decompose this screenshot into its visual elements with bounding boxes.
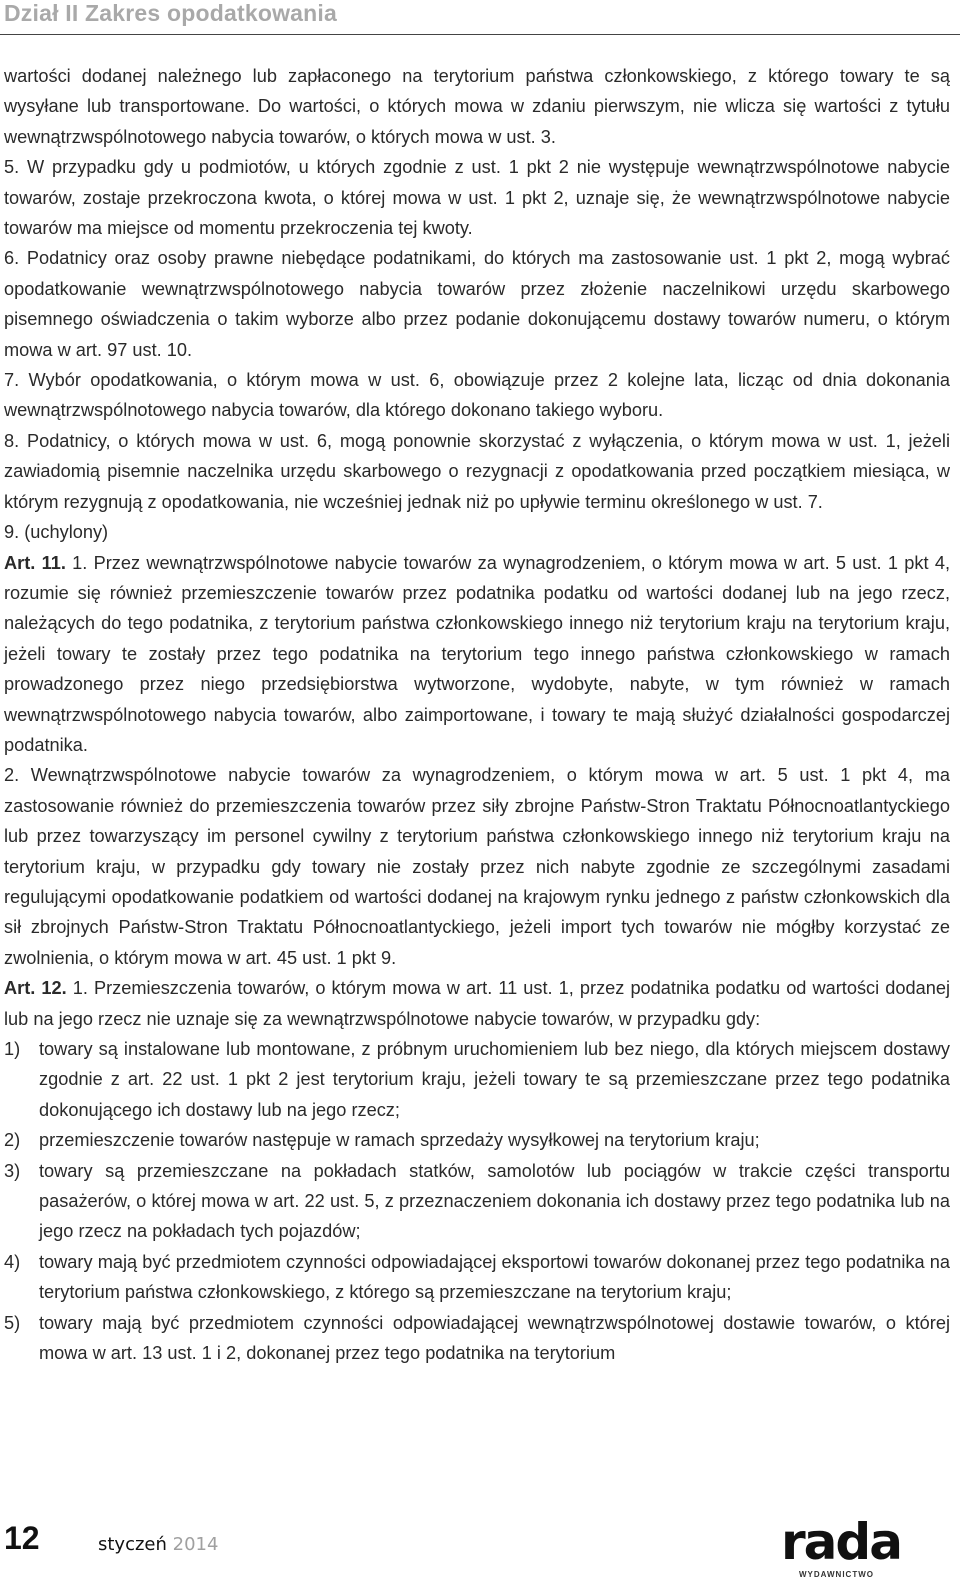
paragraph-ust-7: 7. Wybór opodatkowania, o którym mowa w ust. 6, obowiązuje przez 2 kolejne lata, licząc od dnia dokonania wewnątrzwspólnotowego nabycia towarów, dla którego dokonano takiego wyboru.	[4, 370, 950, 421]
paragraph-ust-6: 6. Podatnicy oraz osoby prawne niebędące podatnikami, do których ma zastosowanie ust. 1 pkt 2, mogą wybrać opodatkowanie wewnątrzwspólnotowego nabycia towarów przez złożenie naczelnikowi urzędu skarbowego pisemnego oświadczenia o takim wyborze albo przez podanie dokonującemu dostawy towarów numeru, o którym mowa w art. 97 ust. 10.	[4, 248, 950, 360]
list-item-number: 4)	[4, 1251, 21, 1272]
issue-year: 2014	[172, 1534, 219, 1555]
article-12-intro-text: 1. Przemieszczenia towarów, o którym mowa w art. 11 ust. 1, przez podatnika podatku od wartości dodanej lub na jego rzecz nie uznaje się za wewnątrzwspólnotowe nabycie towarów, w przypadku gdy:	[4, 978, 950, 1029]
page-footer	[0, 1510, 960, 1589]
list-item-text: towary mają być przedmiotem czynności odpowiadającej wewnątrzwspólnotowej dostawie towarów, o której mowa w art. 13 ust. 1 i 2, dokonanej przez tego podatnika na terytorium	[39, 1312, 950, 1364]
paragraph-ust-9: 9. (uchylony)	[4, 522, 109, 543]
list-item-text: towary są instalowane lub montowane, z próbnym uruchomieniem lub bez niego, dla których miejscem dostawy zgodnie z art. 22 ust. 1 pkt 2 jest terytorium kraju, jeżeli towary te są przemieszczane przez tego podatnika dokonującego ich dostawy lub na jego rzecz;	[39, 1039, 950, 1120]
article-11-ust-2: 2. Wewnątrzwspólnotowe nabycie towarów za wynagrodzeniem, o którym mowa w art. 5 ust. 1 pkt 4, ma zastosowanie również do przemieszczenia towarów przez siły zbrojne Państw-Stron Traktatu Północnoatlantyckiego lub przez towarzyszący im personel cywilny z terytorium państwa członkowskiego innego niż terytorium kraju na terytorium kraju, w przypadku gdy towary nie zostały przez nich nabyte zgodnie ze szczególnymi zasadami regulującymi opodatkowanie podatkiem od wartości dodanej na krajowym rynku jednego z państw członkowskich dla sił zbrojnych Państw-Stron Traktatu Północnoatlantyckiego, jeżeli import tych towarów nie mógłby korzystać ze zwolnienia, o którym mowa w art. 45 ust. 1 pkt 9.	[4, 765, 950, 968]
paragraph-ust-8: 8. Podatnicy, o których mowa w ust. 6, mogą ponownie skorzystać z wyłączenia, o którym mowa w ust. 1, jeżeli zawiadomią pisemnie naczelnika urzędu skarbowego o rezygnacji z opodatkowania przed początkiem miesiąca, w którym rezygnują z opodatkowania, nie wcześniej jednak niż po upływie terminu określonego w ust. 7.	[4, 430, 950, 512]
document-body	[4, 61, 950, 1368]
list-item-number: 3)	[4, 1160, 21, 1181]
list-item	[4, 1125, 950, 1155]
paragraph-continuation: wartości dodanej należnego lub zapłaconego na terytorium państwa członkowskiego, z którego towary te są wysyłane lub transportowane. Do wartości, o których mowa w zdaniu pierwszym, nie wlicza się wartości z tytułu wewnątrzwspólnotowego nabycia towarów, o których mowa w ust. 3.	[4, 66, 950, 147]
section-title: Dział II Zakres opodatkowania	[4, 0, 337, 26]
logo-wordmark: rada	[781, 1513, 901, 1571]
list-item-text: towary są przemieszczane na pokładach statków, samolotów lub pociągów w trakcie części transportu pasażerów, o której mowa w art. 22 ust. 5, z przeznaczeniem dokonania ich dostawy przez tego podatnika lub na jego rzecz na pokładach tych pojazdów;	[39, 1160, 950, 1242]
logo-subtitle: WYDAWNICTWO	[799, 1570, 874, 1579]
page-number: 12	[4, 1520, 40, 1556]
issue-month: styczeń	[98, 1534, 167, 1555]
list-item	[4, 1034, 950, 1125]
list-item-number: 2)	[4, 1130, 21, 1151]
article-12-label: Art. 12.	[4, 978, 67, 999]
issue-date	[98, 1534, 218, 1555]
paragraph-ust-5: 5. W przypadku gdy u podmiotów, u których zgodnie z ust. 1 pkt 2 nie występuje wewnątrzwspólnotowe nabycie towarów, zostaje przekroczona kwota, o której mowa w ust. 1 pkt 2, uznaje się, że wewnątrzwspólnotowe nabycie towarów ma miejsce od momentu przekroczenia tej kwoty.	[4, 157, 950, 239]
page-header	[0, 0, 960, 40]
list-item-number: 5)	[4, 1312, 21, 1333]
article-11-label: Art. 11.	[4, 552, 66, 573]
publisher-logo	[781, 1513, 901, 1584]
list-item	[4, 1308, 950, 1369]
list-item-text: towary mają być przedmiotem czynności odpowiadającej eksportowi towarów dokonanej przez tego podatnika na terytorium państwa członkowskiego, z którego są przemieszczane na terytorium kraju;	[39, 1251, 950, 1303]
list-item	[4, 1247, 950, 1308]
list-item-text: przemieszczenie towarów następuje w ramach sprzedaży wysyłkowej na terytorium kraju;	[39, 1130, 760, 1151]
header-divider	[0, 34, 960, 35]
article-11-ust-1-text: 1. Przez wewnątrzwspólnotowe nabycie towarów za wynagrodzeniem, o którym mowa w art. 5 ust. 1 pkt 4, rozumie się również przemieszczenie towarów przez podatnika podatku od wartości dodanej lub na jego rzecz, należących do tego podatnika, z terytorium państwa członkowskiego innego niż terytorium kraju na terytorium kraju, jeżeli towary te zostały przez tego podatnika na terytorium tego innego państwa członkowskiego w ramach prowadzonego przez niego przedsiębiorstwa wytworzone, wydobyte, nabyte, w tym również w ramach wewnątrzwspólnotowego nabycia towarów, albo zaimportowane, i towary te mają służyć działalności gospodarczej podatnika.	[4, 552, 950, 755]
article-12-intro	[4, 973, 950, 1034]
list-item	[4, 1156, 950, 1247]
article-11-ust-1	[4, 548, 950, 761]
list-item-number: 1)	[4, 1039, 21, 1059]
